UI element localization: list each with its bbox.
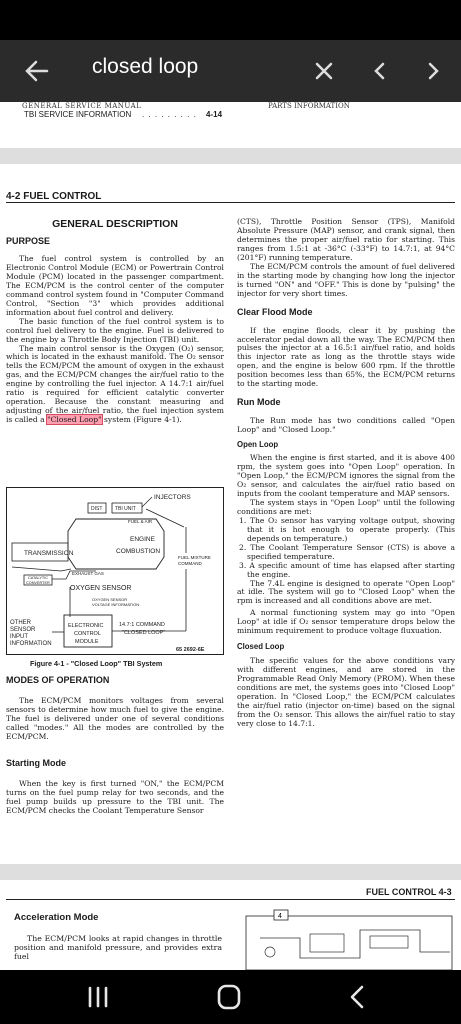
- label-command-ratio: 14.7:1 COMMAND: [119, 622, 165, 628]
- starting-mode-heading: Starting Mode: [6, 757, 66, 768]
- label-exhaust-gas: EXHAUST GAS: [72, 571, 104, 576]
- label-transmission: TRANSMISSION: [24, 550, 74, 557]
- closed-loop-diagram: [6, 487, 224, 655]
- page-2-title: FUEL CONTROL 4-3: [366, 887, 452, 897]
- clear-flood-heading: Clear Flood Mode: [237, 306, 313, 317]
- open-loop-paragraph-1: When the engine is first started, and it is above 400 rpm, the system goes into "Open Loop" operation. In "Open Loop," the ECM/PCM ignores the signal from the O₂ sensor, and calculates the air/fuel ratio based on inputs from the coolant temperature and MAP sensors.: [237, 453, 455, 498]
- label-information: INFORMATION: [10, 641, 52, 647]
- status-bar: [0, 0, 461, 40]
- label-ecm-control: CONTROL: [74, 631, 101, 637]
- left-column-lower: [6, 675, 224, 816]
- clear-flood-paragraph: If the engine floods, clear it by pushing the accelerator pedal down all the way. The ECM/PCM then pulses the injector at a 16.5:1 air/fuel ratio, and holds this injector rate as long as the throttle stays wide open, and the engine is below 600 rpm. If the throttle position becomes less than 65%, the ECM/PCM returns to the starting mode.: [237, 325, 455, 389]
- label-injectors: INJECTORS: [154, 494, 191, 501]
- condition-2: 2. The Coolant Temperature Sensor (CTS) is above a specified temperature.: [239, 542, 455, 561]
- label-command: COMMAND: [178, 561, 202, 566]
- label-ecm-module: MODULE: [75, 639, 99, 645]
- purpose-paragraph-3: [6, 345, 224, 426]
- search-bar: [0, 40, 461, 102]
- cts-paragraph: (CTS), Throttle Position Sensor (TPS), Manifold Absolute Pressure (MAP) sensor, and crank signal, then determines the proper air/fuel ratio for starting. This ranges from 1.5:1 at -36°C (-33°F) to 14.7:1, at 94°C (201°F) running temperature.: [237, 217, 455, 262]
- section-rule: [6, 202, 455, 203]
- condition-3: 3. A specific amount of time has elapsed after starting the engine.: [239, 560, 455, 579]
- label-dist: DIST: [91, 506, 103, 512]
- search-query[interactable]: closed loop: [92, 55, 199, 78]
- label-sensor: SENSOR: [10, 627, 36, 633]
- figure-caption: Figure 4-1 - "Closed Loop" TBI System: [30, 659, 163, 668]
- paragraph-3-text-a: The main control sensor is the Oxygen (O₂) sensor, which is located in the exhaust manifold. The O₂ sensor tells the ECM/PCM the amount of oxygen in the exhaust gas, and the ECM/PCM changes the air/fuel ratio to the engine by controlling the fuel injector. A 14.7:1 air/fuel ratio is required for efficient catalytic converter operation. Because the constant measuring and adjusting of the air/fuel ratio, the fuel injection system is called a: [6, 343, 224, 425]
- chevron-left-icon[interactable]: [363, 54, 397, 88]
- engine-74l-paragraph: The 7.4L engine is designed to operate "Open Loop" at idle. The system will go to "Closed Loop" when the rpm is increased and all conditions above are met.: [237, 578, 455, 606]
- closed-loop-paragraph: The specific values for the above conditions vary with different engines, and are stored in the Programmable Read Only Memory (PROM). When these conditions are met, the systems goes into "Closed Loop" operation. In "Closed Loop," the ECM/PCM calculates the air/fuel ratio (injector on-time) based on the signal from the O₂ sensor. This allows the air/fuel ratio to stay very close to 14.7:1.: [237, 656, 455, 728]
- toc-label: TBI SERVICE INFORMATION: [24, 110, 132, 119]
- acceleration-mode-heading: Acceleration Mode: [14, 912, 99, 923]
- run-mode-heading: Run Mode: [237, 397, 281, 408]
- label-fuel-mixture: FUEL MIXTURE: [178, 555, 211, 560]
- label-fuel-air: FUEL & AIR: [128, 519, 153, 524]
- page-separator-2: [0, 864, 461, 880]
- close-icon[interactable]: [307, 54, 341, 88]
- condition-1: 1. The O₂ sensor has varying voltage output, showing that it is hot enough to operate properly. (This depends on temperature.): [239, 515, 455, 543]
- label-oxy-info-2: VOLTAGE INFORMATION: [92, 602, 140, 607]
- recents-icon[interactable]: [78, 980, 118, 1014]
- purpose-paragraph-2: The basic function of the fuel control system is to control fuel delivery to the engine. Fuel is delivered to the engine by a Throttle Body Injection (TBI) unit.: [6, 316, 224, 344]
- purpose-paragraph-1: The fuel control system is controlled by an Electronic Control Module (ECM) or Powertrain Control Module (PCM) located in the passenger compartment. The ECM/PCM is the control center of the computer command control system found in "Computer Command Control, "Section "3" which provides additional information about fuel control and delivery.: [6, 254, 224, 317]
- open-loop-paragraph-2: The system stays in "Open Loop" until the following conditions are met:: [237, 497, 455, 516]
- label-catalytic: CATALYTIC: [28, 576, 49, 580]
- label-converter: CONVERTER: [26, 581, 50, 585]
- label-other: OTHER: [10, 620, 31, 626]
- page-2-rule: [6, 899, 455, 900]
- label-figure-code: 65 2692-6E: [176, 647, 205, 653]
- home-icon[interactable]: [209, 980, 249, 1014]
- toc-page: 4-14: [206, 110, 223, 119]
- label-command-closed-loop: "CLOSED LOOP": [122, 630, 166, 636]
- arrow-left-icon[interactable]: [20, 54, 54, 88]
- purpose-heading: PURPOSE: [6, 236, 51, 246]
- closed-loop-heading: Closed Loop: [237, 642, 285, 652]
- header-cut-right: PARTS INFORMATION: [268, 102, 350, 110]
- label-combustion: COMBUSTION: [116, 548, 161, 555]
- chevron-right-icon[interactable]: [416, 54, 450, 88]
- modes-heading: MODES OF OPERATION: [6, 675, 110, 685]
- open-loop-heading: Open Loop: [237, 440, 279, 450]
- starting-mode-paragraph: When the key is first turned "ON," the ECM/PCM turns on the fuel pump relay for two seconds, and the fuel pump builds up pressure to the TBI unit. The ECM/PCM checks the Coolant Temperature Sensor: [6, 778, 224, 815]
- normal-function-paragraph: A normal functioning system may go into "Open Loop" at idle if O₂ sensor temperature drops below the minimum requirement to produce voltage fluxuation.: [237, 608, 455, 636]
- label-oxygen-sensor: OXYGEN SENSOR: [70, 585, 132, 592]
- injector-paragraph: The ECM/PCM controls the amount of fuel delivered in the starting mode by changing how long the injector is turned "ON" and "OFF." This is done by "pulsing" the injector for very short times.: [237, 261, 455, 298]
- right-column: [237, 218, 455, 729]
- search-highlight[interactable]: "Closed Loop": [47, 415, 102, 425]
- label-ecm-electronic: ELECTRONIC: [68, 623, 104, 629]
- page-separator: [0, 148, 461, 164]
- label-engine: ENGINE: [130, 536, 155, 543]
- document-viewer[interactable]: [0, 102, 461, 970]
- label-input: INPUT: [10, 634, 28, 640]
- page-2-figure-thumbnail: [240, 908, 461, 970]
- left-column: [6, 218, 224, 425]
- navigation-bar: [0, 970, 461, 1024]
- label-tbi-unit: TBI UNIT: [115, 506, 136, 512]
- section-title: 4-2 FUEL CONTROL: [6, 191, 102, 202]
- paragraph-3-text-b: system (Figure 4-1).: [101, 415, 182, 425]
- run-mode-paragraph: The Run mode has two conditions called "Open Loop" and "Closed Loop.": [237, 416, 455, 435]
- acceleration-text: The ECM/PCM looks at rapid changes in throttle position and manifold pressure, and provides extra fuel: [14, 934, 222, 961]
- back-icon[interactable]: [338, 980, 378, 1014]
- label-oxy-info-1: OXYGEN SENSOR: [92, 597, 128, 602]
- acceleration-paragraph: [14, 935, 222, 962]
- header-cut-left: GENERAL SERVICE MANUAL: [22, 102, 142, 110]
- general-description-heading: GENERAL DESCRIPTION: [52, 218, 178, 230]
- toc-dots: . . . . . . . . .: [142, 110, 197, 119]
- modes-paragraph: The ECM/PCM monitors voltages from several sensors to determine how much fuel to give the engine. The fuel is delivered under one of several conditions called "modes." All the modes are controlled by the ECM/PCM.: [6, 696, 224, 741]
- thumbnail-label: 4: [278, 913, 282, 920]
